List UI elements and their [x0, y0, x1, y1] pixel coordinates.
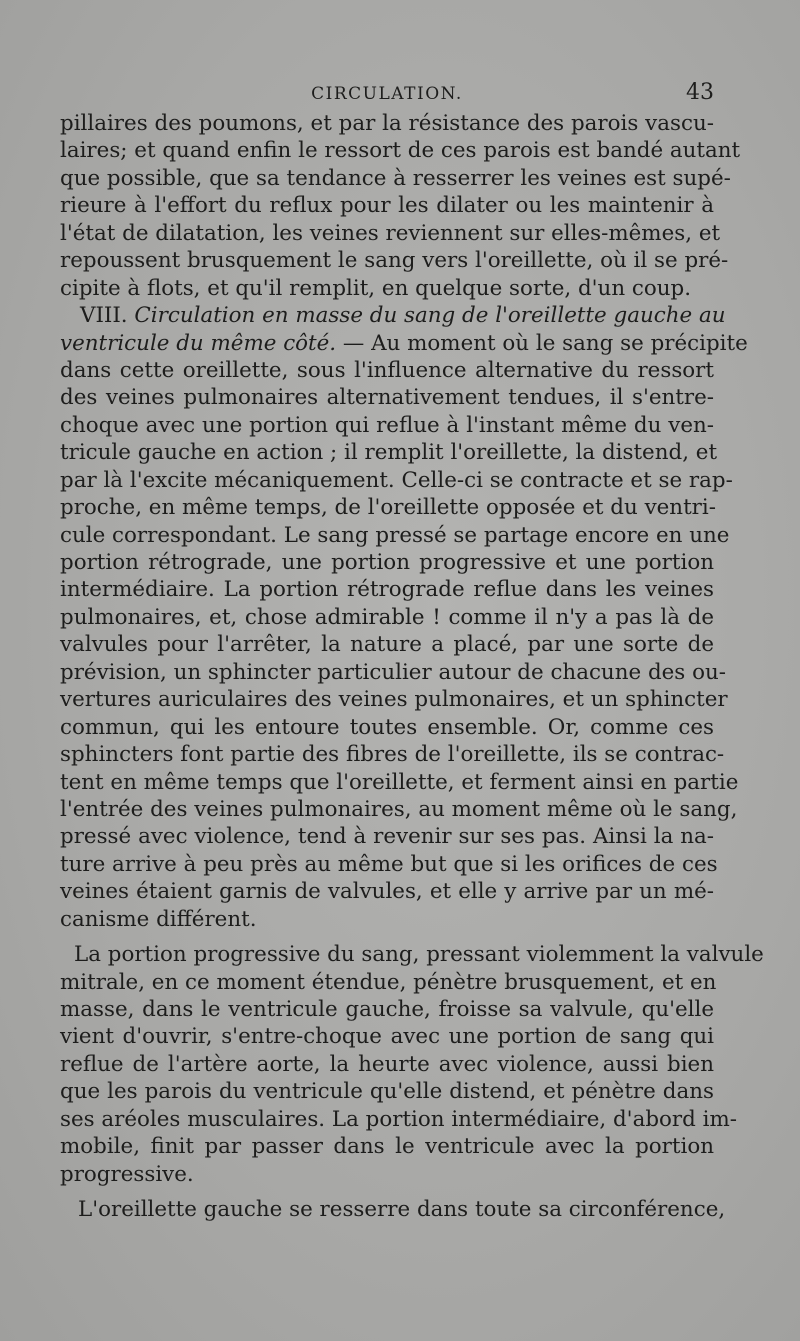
text-line: veines étaient garnis de valvules, et elle y arrive par un mé- [60, 879, 714, 905]
text-line: que possible, que sa tendance à resserrer les veines est supé- [60, 165, 731, 191]
paragraph-gap [60, 1188, 714, 1196]
text-line: cipite à flots, et qu'il remplit, en quelque sorte, d'un coup. [60, 275, 692, 301]
text-line: reflue de l'artère aorte, la heurte avec violence, aussi bien [60, 1051, 714, 1077]
text-line: ses aréoles musculaires. La portion intermédiaire, d'abord im- [60, 1106, 737, 1132]
page-number: 43 [686, 80, 714, 105]
section-title-continued: ventricule du même côté. [60, 330, 337, 356]
text-line: progressive. [60, 1161, 194, 1187]
text-line: dans cette oreillette, sous l'influence alternative du ressort [60, 357, 714, 383]
text-line: L'oreillette gauche se resserre dans toute sa circonférence, [78, 1197, 726, 1223]
text-line: portion rétrograde, une portion progressive et une portion [60, 550, 714, 575]
text-line: rieure à l'effort du reflux pour les dilater ou les maintenir à [60, 193, 714, 219]
text-line: pressé avec violence, tend à revenir sur ses pas. Ainsi la na- [60, 824, 714, 850]
text-line: masse, dans le ventricule gauche, froisse sa valvule, qu'elle [60, 997, 714, 1022]
text-line: valvules pour l'arrêter, la nature a placé, par une sorte de [60, 632, 714, 658]
text-line: par là l'excite mécaniquement. Celle-ci se contracte et se rap- [60, 467, 733, 493]
text-line: La portion progressive du sang, pressant violemment la valvule [74, 942, 764, 968]
text-line: choque avec une portion qui reflue à l'instant même du ven- [60, 412, 714, 438]
paragraph-gap [60, 933, 714, 941]
text-line: sphincters font partie des fibres de l'oreillette, ils se contrac- [60, 742, 725, 768]
text-line: pillaires des poumons, et par la résistance des parois vascu- [60, 111, 714, 136]
text-line: que les parois du ventricule qu'elle distend, et pénètre dans [60, 1079, 714, 1105]
running-title: CIRCULATION. [311, 84, 463, 104]
text-line: pulmonaires, et, chose admirable ! comme il n'y a pas là de [60, 604, 714, 630]
body-text [60, 110, 764, 1224]
text-line: mobile, finit par passer dans le ventricule avec la portion [60, 1134, 714, 1160]
text-line: commun, qui les entoure toutes ensemble. Or, comme ces [60, 714, 714, 740]
text-line: proche, en même temps, de l'oreillette opposée et du ventri- [60, 495, 716, 521]
text-line: l'entrée des veines pulmonaires, au moment même où le sang, [60, 796, 738, 822]
section-title: Circulation en masse du sang de l'oreillette gauche au [134, 303, 726, 329]
text-line: tent en même temps que l'oreillette, et ferment ainsi en partie [60, 769, 739, 795]
section-heading-line [60, 330, 748, 357]
text-span: — Au moment où le sang se précipite [336, 330, 748, 356]
text-line: laires; et quand enfin le ressort de ces parois est bandé autant [60, 138, 741, 164]
text-line: prévision, un sphincter particulier autour de chacune des ou- [60, 659, 726, 685]
text-line: cule correspondant. Le sang pressé se partage encore en une [60, 522, 730, 548]
text-line: intermédiaire. La portion rétrograde reflue dans les veines [60, 577, 714, 603]
text-line: des veines pulmonaires alternativement tendues, il s'entre- [60, 385, 714, 411]
text-line: tricule gauche en action ; il remplit l'oreillette, la distend, et [60, 440, 718, 466]
text-line: l'état de dilatation, les veines reviennent sur elles-mêmes, et [60, 220, 721, 246]
text-line: mitrale, en ce moment étendue, pénètre brusquement, et en [60, 969, 717, 995]
section-number: VIII. [80, 303, 128, 329]
text-line: ture arrive à peu près au même but que si les orifices de ces [60, 851, 718, 877]
section-heading-line [60, 302, 726, 329]
running-head [60, 80, 714, 108]
text-line: vient d'ouvrir, s'entre-choque avec une portion de sang qui [60, 1024, 714, 1050]
text-line: vertures auriculaires des veines pulmonaires, et un sphincter [60, 687, 728, 713]
text-line: canisme différent. [60, 906, 257, 932]
text-line: repoussent brusquement le sang vers l'oreillette, où il se pré- [60, 248, 729, 274]
